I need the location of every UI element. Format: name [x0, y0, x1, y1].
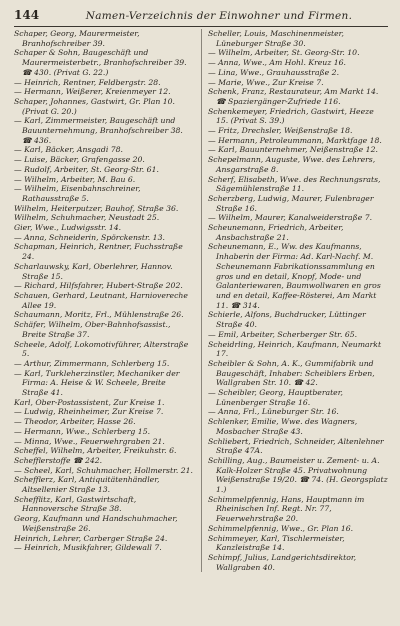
directory-entry: — Wilhelm, Eisenbahnschreiner, Rathausstraße 5. — [14, 184, 141, 203]
right-column — [201, 29, 388, 572]
directory-entry: Schimmeyer, Karl, Tischlermeister, Kanzleistraße 14. — [208, 533, 345, 553]
directory-entry: — Ludwig, Rheinheimer, Zur Kreise 7. — [14, 407, 164, 417]
directory-entry: Heinrich, Lehrer, Carberger Straße 24. — [14, 533, 168, 543]
directory-entry: Scharlauwsky, Karl, Oberlehrer, Hannov. Straße 15. — [14, 261, 173, 281]
directory-entry: Schäfer, Wilhelm, Ober-Bahnhofsassist., Breite Straße 37. — [14, 320, 171, 339]
directory-entry: Scheele, Adolf, Lokomotivführer, Alterstraße 5. — [14, 339, 189, 359]
directory-entry: — Anna, Wwe., Am Hohl. Kreuz 16. — [208, 58, 346, 68]
directory-entry: — Wilhelm, Arbeiter, M. Bau 6. — [14, 174, 136, 184]
directory-entry: — Heinrich, Musikfahrer, Gildewall 7. — [14, 543, 162, 553]
directory-entry: Schefflerstoffe ☎ 242. — [14, 455, 103, 465]
directory-entry: Scherf, Elisabeth, Wwe. des Rechnungsrats, Sägemühlenstraße 11. — [208, 174, 381, 194]
page-header — [14, 8, 388, 22]
directory-entry: Schierle, Alfons, Buchdrucker, Lüttinger Straße 40. — [208, 310, 366, 330]
directory-entry: Schaumann, Moritz, Frl., Mühlenstraße 26. — [14, 310, 184, 320]
directory-entry: — Scheel, Karl, Schuhmacher, Hollmerstr. 21. — [14, 465, 194, 475]
directory-entry: Scherzberg, Ludwig, Maurer, Fulenbrager Straße 16. — [208, 193, 374, 213]
directory-entry: Schefflitz, Karl, Gastwirtschaft, Hannoversche Straße 38. — [14, 494, 137, 514]
directory-entry: Schaper & Sohn, Baugeschäft und Maurermeisterbetr., Branhofschreiber 39. ☎ 430. (Privat G. 22.) — [14, 48, 187, 77]
directory-entry: Schimmelpfennig, Hans, Hauptmann im Rheinischen Inf. Regt. Nr. 77, Feuerwehrstraße 20. — [208, 494, 365, 524]
directory-entry: Georg, Kaufmann und Handschuhmacher, Weißenstraße 26. — [14, 514, 178, 533]
directory-entry: Schliebert, Friedrich, Schneider, Altenlehner Straße 47A. — [208, 436, 384, 456]
directory-entry: Schepelmann, Auguste, Wwe. des Lehrers, Ansgarstraße 8. — [208, 155, 376, 174]
directory-entry: — Richard, Hilfsfahrer, Hubert-Straße 202. — [14, 281, 183, 291]
directory-entry: Scheidrling, Heinrich, Kaufmann, Neumarkt 17. — [208, 339, 382, 359]
directory-entry: — Karl, Bauunternehmer, Neißenstraße 12. — [208, 145, 378, 155]
directory-entry: — Wilhelm, Arbeiter, St. Georg-Str. 10. — [208, 48, 360, 58]
directory-entry: Scheunemann, Friedrich, Arbeiter, Ansbachstraße 21. — [208, 223, 344, 242]
directory-entry: — Theodor, Arbeiter, Hasse 26. — [14, 417, 136, 427]
directory-entry: Schenk, Franz, Restaurateur, Am Markt 14. ☎ Spaziergänger-Zufriede 116. — [208, 87, 379, 106]
directory-entry: — Arthur, Zimmermann, Schlerberg 15. — [14, 358, 170, 368]
directory-entry: Schenkemeyer, Friedrich, Gastwirt, Heeze 15. (Privat S. 39.) — [208, 106, 374, 126]
directory-entry: — Karl, Zimmermeister, Baugeschäft und Bauunternehmung, Branhofschreiber 38. ☎ 436. — [14, 116, 183, 145]
directory-entry: Schilling, Aug., Baumeister u. Zement- u. A. Kalk-Holzer Straße 45. Privatwohnung Weißenstraße 19/20. ☎ 74. (H. Georgsplatz 1.) — [208, 455, 388, 495]
directory-entry: — Wilhelm, Maurer, Kanalweiderstraße 7. — [208, 213, 373, 223]
directory-entry: Schefflerz, Karl, Antiquitätenhändler, Altsellenier Straße 13. — [14, 475, 160, 495]
directory-entry: — Rudolf, Arbeiter, St. Georg-Str. 61. — [14, 164, 159, 174]
directory-entry: — Hermann, Wwe., Schlerberg 15. — [14, 426, 151, 436]
directory-entry: — Luise, Bäcker, Grafengasse 20. — [14, 155, 145, 165]
directory-entry: Schaper, Johannes, Gastwirt, Gr. Plan 10. (Privat G. 20.) — [14, 96, 175, 116]
header-rule — [14, 26, 388, 27]
directory-entry: — Hermann, Petroleummann, Marktfage 18. — [208, 135, 382, 145]
directory-entry: — Scheibler, Georg, Hauptberater, Lünenberger Straße 16. — [208, 388, 343, 407]
directory-entry: — Anna, Frl., Lüneburger Str. 16. — [208, 407, 339, 417]
directory-entry: Scheller, Louis, Maschinenmeister, Lüneburger Straße 30. — [208, 29, 344, 48]
directory-entry: — Lina, Wwe., Grauhausstraße 2. — [208, 67, 340, 77]
directory-entry: Schauen, Gerhard, Leutnant, Harniovereche Allee 19. — [14, 290, 188, 310]
directory-entry: — Minna, Wwe., Feuerwehrgraben 21. — [14, 436, 165, 446]
directory-entry: — Anna, Schneiderin, Spörckenstr. 13. — [14, 232, 165, 242]
directory-entry: Karl, Ober-Postassistent, Zur Kreise 1. — [14, 397, 165, 407]
directory-entry: — Fritz, Drechsler, Weißenstraße 18. — [208, 126, 353, 136]
directory-entry: Wilhelm, Heiterputzer, Bauhof, Straße 36. — [14, 203, 179, 213]
directory-entry: — Karl, Turkleherzinstler, Mechaniker der Firma: A. Heise & W. Scheele, Breite Straße 41. — [14, 368, 180, 398]
directory-entry: — Heinrich, Rentner, Feldbergstr. 28. — [14, 77, 161, 87]
directory-columns — [14, 29, 388, 572]
running-title: Namen-Verzeichnis der Einwohner und Firmen. — [85, 10, 353, 22]
directory-entry: Scheffel, Wilhelm, Arbeiter, Freikuhstr. 6. — [14, 446, 177, 456]
directory-entry: Schimpf, Julius, Landgerichtsdirektor, Wallgraben 40. — [208, 552, 357, 572]
directory-entry: Schlenker, Emilie, Wwe. des Wagners, Mosbacher Straße 43. — [208, 417, 358, 436]
directory-entry: — Hermann, Weißerer, Kreienmeyer 12. — [14, 87, 171, 97]
directory-entry: Schimmelpfennig, Wwe., Gr. Plan 16. — [208, 523, 354, 533]
directory-entry: Gier, Wwe., Ludwigsstr. 14. — [14, 223, 122, 233]
directory-entry: — Karl, Bäcker, Ansgadi 78. — [14, 145, 123, 155]
directory-entry: Scheunemann, E., Ww. des Kaufmanns, Inhaberin der Firma: Ad. Karl-Nachf. M. Scheunemann Fabrikationssammlung en gros und en detail, Knopf, Mode- und Galanteriewaren, Baumwollwaren en gros und en detail, Kaffee-Rösterei, Am Markt 11. ☎ 314. — [208, 242, 381, 310]
directory-entry: Wilhelm, Schuhmacher, Neustadt 25. — [14, 213, 160, 223]
directory-entry: Schaper, Georg, Maurermeister, Branhofschreiber 39. — [14, 29, 140, 48]
directory-entry: Schapman, Heinrich, Rentner, Fuchsstraße 24. — [14, 242, 183, 262]
left-column — [14, 29, 194, 572]
directory-entry: Scheibler & Sohn, A. K., Gummifabrik und Baugeschäft, Inhaber: Scheiblers Erben, Wallgraben Str. 10. ☎ 42. — [208, 358, 375, 388]
directory-entry: — Emil, Arbeiter, Scherberger Str. 65. — [208, 329, 358, 339]
directory-entry: — Marie, Wwe., Zur Kreise 7. — [208, 77, 324, 87]
page-number: 144 — [14, 8, 40, 22]
